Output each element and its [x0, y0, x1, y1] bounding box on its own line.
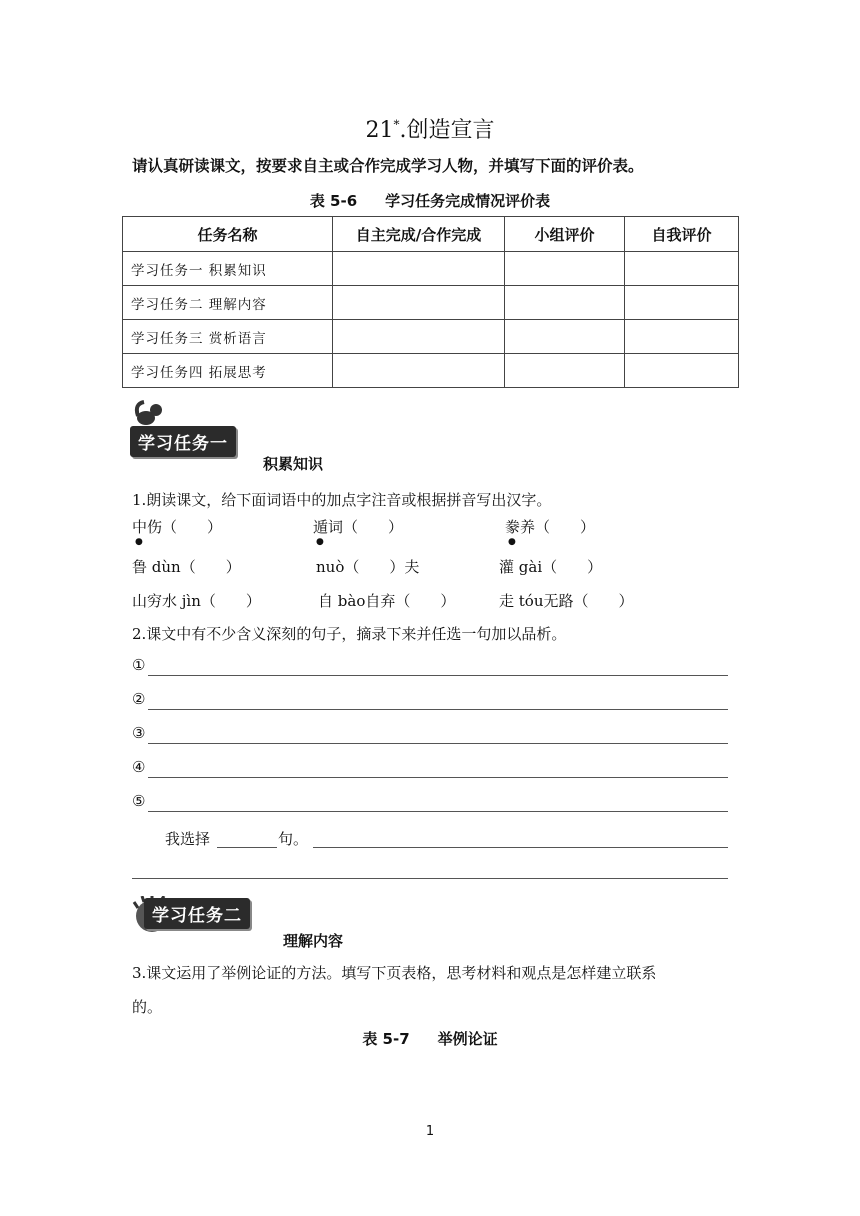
question-3-line1: 3.课文运用了举例论证的方法。填写下页表格，思考材料和观点是怎样建立联系 [132, 964, 657, 982]
emphasis-dot: ● [316, 537, 324, 547]
word-item: 自 bào自弃（ ） [318, 592, 456, 610]
instruction: 请认真研读课文，按要求自主或合作完成学习人物，并填写下面的评价表。 [132, 157, 644, 175]
answer-marker: ② [132, 690, 146, 708]
table-row [123, 252, 739, 286]
answer-marker: ① [132, 656, 146, 674]
answer-line[interactable] [132, 878, 728, 879]
section1-banner [130, 400, 370, 473]
word-item: 灌 gài（ ） [499, 558, 603, 576]
input-cell[interactable] [505, 354, 625, 388]
answer-line[interactable] [148, 743, 728, 744]
emphasis-dot: ● [508, 537, 516, 547]
section2-label: 理解内容 [283, 932, 344, 950]
input-cell[interactable] [625, 286, 739, 320]
header-task-name: 任务名称 [123, 217, 333, 252]
question-3-line2: 的。 [132, 998, 163, 1016]
question-1: 1.朗读课文，给下面词语中的加点字注音或根据拼音写出汉字。 [132, 491, 552, 509]
page-title: 21*.创造宣言 [365, 117, 495, 143]
section2-badge: 学习任务二 [144, 898, 250, 929]
input-cell[interactable] [333, 320, 505, 354]
table-row [123, 286, 739, 320]
answer-marker: ③ [132, 724, 146, 742]
word-item: 豢养（ ） [505, 518, 596, 536]
input-cell[interactable] [625, 354, 739, 388]
section2-banner [130, 892, 390, 952]
answer-marker: ④ [132, 758, 146, 776]
emphasis-dot: ● [135, 537, 143, 547]
squirrel-icon [134, 400, 174, 426]
table-row [123, 354, 739, 388]
table-row [123, 320, 739, 354]
answer-line[interactable] [148, 777, 728, 778]
task-cell: 学习任务一 积累知识 [123, 252, 333, 286]
answer-line[interactable] [148, 811, 728, 812]
header-completion: 自主完成/合作完成 [333, 217, 505, 252]
word-item: 鲁 dùn（ ） [132, 558, 241, 576]
input-cell[interactable] [333, 252, 505, 286]
section1-badge: 学习任务一 [130, 426, 236, 457]
input-cell[interactable] [333, 354, 505, 388]
section1-label: 积累知识 [263, 455, 324, 473]
word-item: nuò（ ）夫 [316, 558, 420, 576]
task-cell: 学习任务四 拓展思考 [123, 354, 333, 388]
choice-blank[interactable] [217, 847, 277, 848]
word-item: 走 tóu无路（ ） [499, 592, 634, 610]
answer-marker: ⑤ [132, 792, 146, 810]
table-caption-5-6: 表 5-6 学习任务完成情况评价表 [309, 192, 551, 210]
header-self-eval: 自我评价 [625, 217, 739, 252]
input-cell[interactable] [625, 320, 739, 354]
choose-suffix: 句。 [278, 830, 309, 848]
answer-line[interactable] [313, 847, 728, 848]
input-cell[interactable] [625, 252, 739, 286]
input-cell[interactable] [505, 286, 625, 320]
evaluation-table [122, 216, 739, 388]
table-header-row [123, 217, 739, 252]
header-group-eval: 小组评价 [505, 217, 625, 252]
input-cell[interactable] [505, 252, 625, 286]
page-number: 1 [425, 1124, 435, 1139]
word-item: 遁词（ ） [313, 518, 404, 536]
answer-line[interactable] [148, 675, 728, 676]
choose-prefix: 我选择 [165, 830, 211, 848]
word-item: 中伤（ ） [132, 518, 223, 536]
question-2: 2.课文中有不少含义深刻的句子，摘录下来并任选一句加以品析。 [132, 625, 567, 643]
task-cell: 学习任务三 赏析语言 [123, 320, 333, 354]
input-cell[interactable] [505, 320, 625, 354]
task-cell: 学习任务二 理解内容 [123, 286, 333, 320]
answer-line[interactable] [148, 709, 728, 710]
table-caption-5-7: 表 5-7 举例论证 [362, 1030, 498, 1048]
word-item: 山穷水 jìn（ ） [132, 592, 261, 610]
input-cell[interactable] [333, 286, 505, 320]
